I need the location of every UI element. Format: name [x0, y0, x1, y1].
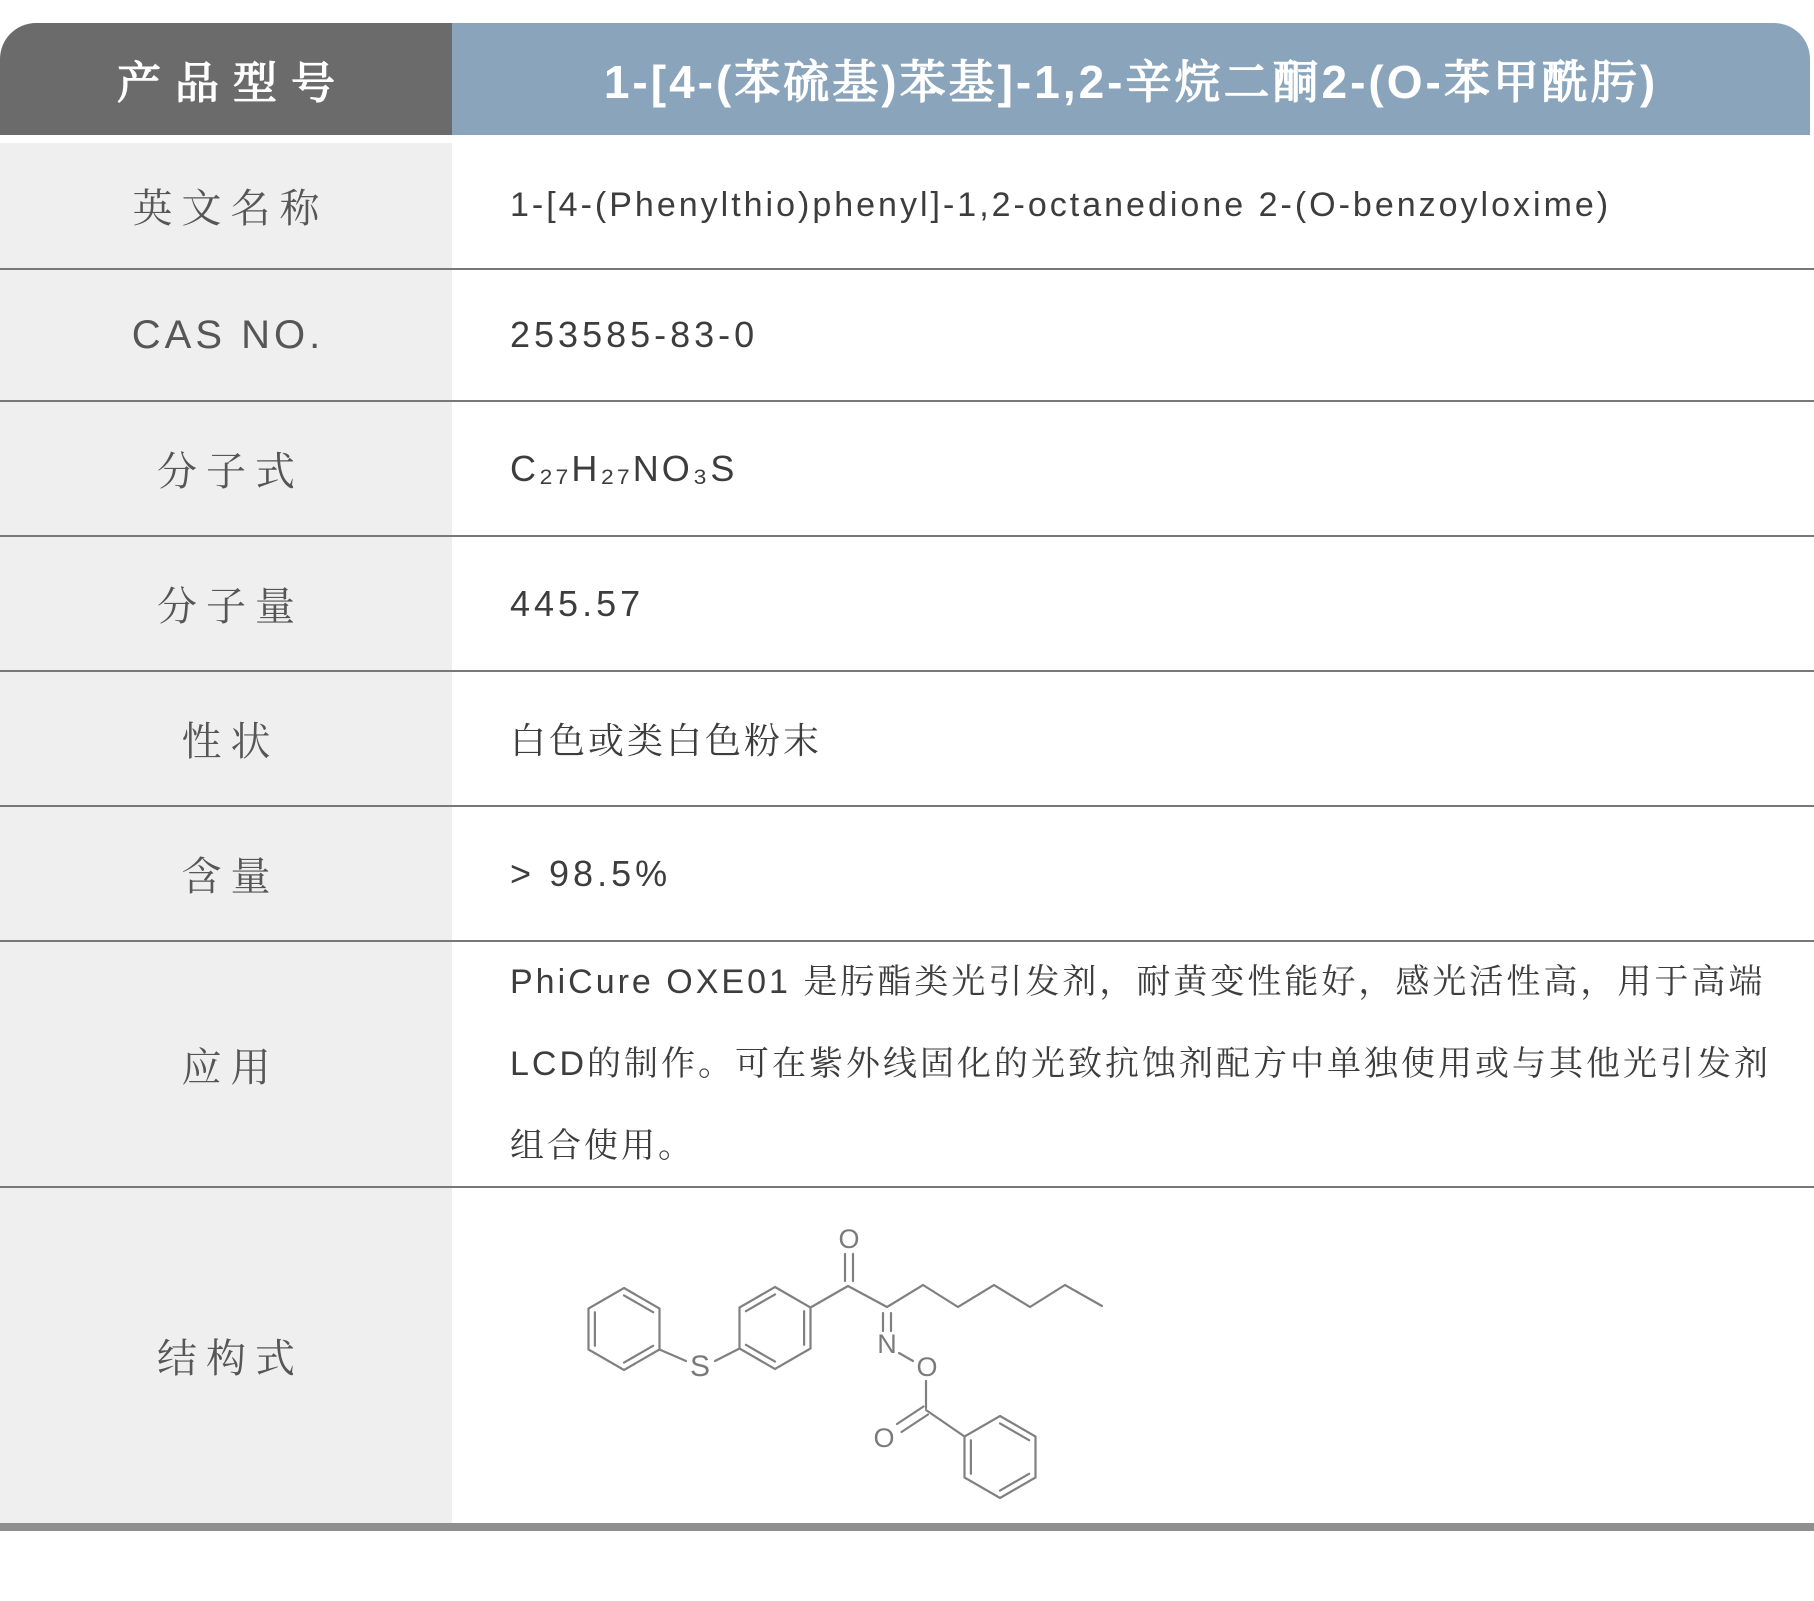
- application-value-cell: [452, 942, 1814, 1186]
- ketone-oxygen-label: O: [838, 1224, 860, 1254]
- english-name-label: 英文名称: [132, 187, 329, 231]
- application-label-cell: [0, 942, 452, 1186]
- table-header: [0, 23, 1814, 135]
- application-line-2: LCD的制作。可在紫外线固化的光致抗蚀剂配方中单独使用或与其他光引发剂: [510, 1045, 1772, 1083]
- row-cas-number: [0, 268, 1814, 400]
- purity-label: 含量: [181, 855, 280, 899]
- phenylene-ring-b: [740, 1287, 811, 1369]
- row-molecular-weight: [0, 535, 1814, 670]
- structural-formula-label: 结构式: [157, 1337, 304, 1381]
- header-gap: [0, 135, 1814, 143]
- oxime-nitrogen-label: N: [877, 1329, 897, 1359]
- cas-label-cell: [0, 270, 452, 400]
- molecular-weight-label: 分子量: [157, 585, 304, 629]
- cas-value: 253585-83-0: [510, 314, 759, 355]
- structural-formula-label-cell: [0, 1188, 452, 1523]
- application-label: 应用: [181, 1045, 280, 1090]
- appearance-label: 性状: [181, 720, 280, 764]
- header-title-cell: [452, 23, 1810, 135]
- row-molecular-formula: [0, 400, 1814, 535]
- cas-label: CAS NO.: [131, 312, 325, 357]
- row-english-name: [0, 143, 1814, 268]
- table-bottom-border: [0, 1523, 1814, 1531]
- cas-value-cell: [452, 270, 1814, 400]
- row-purity: [0, 805, 1814, 940]
- phenyl-ring-c: [965, 1416, 1036, 1498]
- phenyl-ring-a: [589, 1288, 660, 1370]
- chemical-structure-drawing: [452, 1188, 1814, 1523]
- ester-oxygen-label: O: [916, 1352, 938, 1382]
- english-name-label-cell: [0, 143, 452, 268]
- molecular-weight-value-cell: [452, 537, 1814, 670]
- appearance-value: 白色或类白色粉末: [510, 720, 823, 761]
- molecular-weight-value: 445.57: [510, 582, 645, 624]
- appearance-label-cell: [0, 672, 452, 805]
- row-appearance: [0, 670, 1814, 805]
- english-name-value: 1-[4-(Phenylthio)phenyl]-1,2-octanedione 2-(O-benzoyloxime): [510, 186, 1612, 224]
- molecular-formula-label: 分子式: [157, 450, 304, 494]
- molecular-formula-value: C₂₇H₂₇NO₃S: [510, 447, 738, 489]
- hexyl-chain: [887, 1285, 1102, 1307]
- structural-formula-value-cell: [452, 1188, 1814, 1523]
- application-line-3: 组合使用。: [510, 1127, 695, 1165]
- application-line-1: PhiCure OXE01 是肟酯类光引发剂，耐黄变性能好，感光活性高，用于高端: [510, 963, 1766, 1001]
- sulfur-atom-label: S: [689, 1350, 711, 1383]
- purity-value: > 98.5%: [510, 852, 672, 894]
- molecular-weight-label-cell: [0, 537, 452, 670]
- purity-label-cell: [0, 807, 452, 940]
- benzoyl-oxygen-label: O: [873, 1423, 895, 1453]
- header-label-cell: [0, 23, 452, 135]
- row-application: [0, 940, 1814, 1186]
- molecular-formula-label-cell: [0, 402, 452, 535]
- molecular-formula-value-cell: [452, 402, 1814, 535]
- row-structural-formula: [0, 1186, 1814, 1523]
- purity-value-cell: [452, 807, 1814, 940]
- product-title: 1-[4-(苯硫基)苯基]-1,2-辛烷二酮2-(O-苯甲酰肟): [603, 56, 1659, 108]
- english-name-value-cell: [452, 143, 1814, 268]
- appearance-value-cell: [452, 672, 1814, 805]
- header-label: 产品型号: [117, 59, 349, 108]
